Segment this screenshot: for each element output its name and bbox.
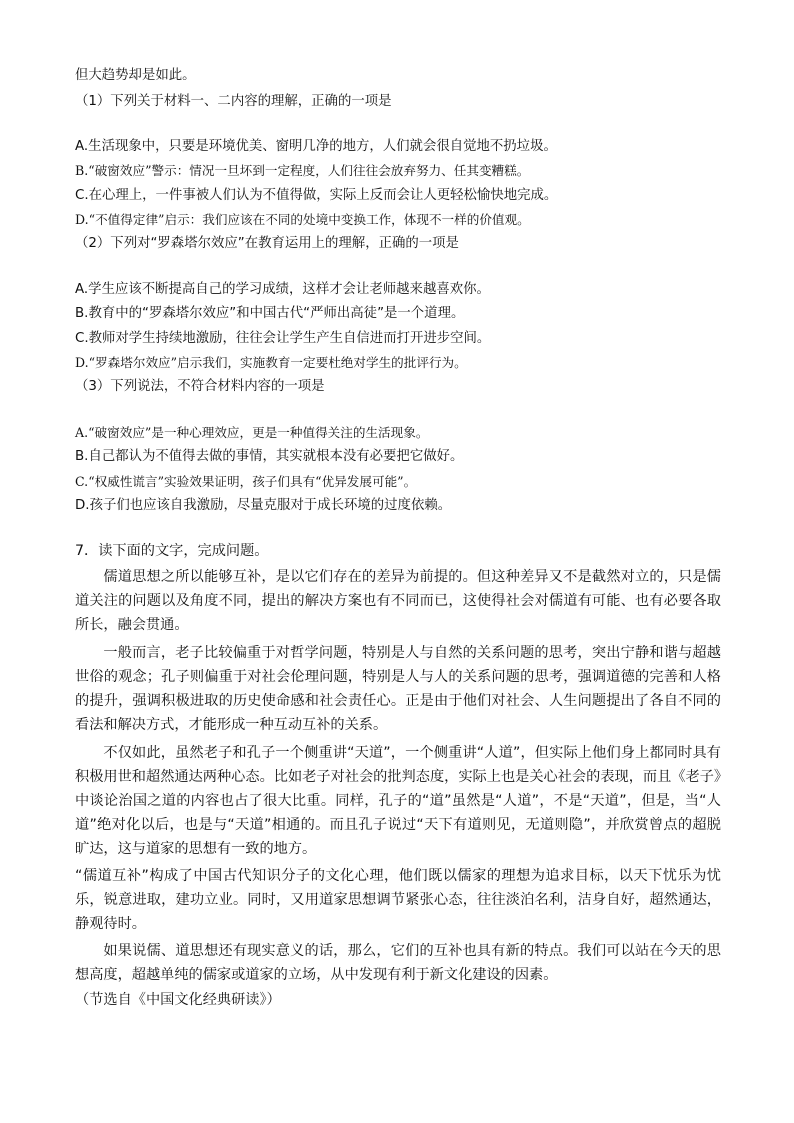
passage-paragraph-1: 儒道思想之所以能够互补，是以它们存在的差异为前提的。但这种差异又不是截然对立的，只是儒道关注的问题以及角度不同，提出的解决方案也有不同而已，这使得社会对儒道有可能、也有必要各取所长，融会贯通。 xyxy=(75,569,721,633)
passage-paragraph-5: 如果说儒、道思想还有现实意义的话，那么，它们的互补也具有新的特点。我们可以站在今天的思想高度，超越单纯的儒家或道家的立场，从中发现有利于新文化建设的因素。 xyxy=(75,943,721,983)
question-1-option-a: A.生活现象中，只要是环境优美、窗明几净的地方，人们就会很自觉地不扔垃圾。 xyxy=(75,139,557,154)
question-3-option-a: A.“破窗效应”是一种心理效应，更是一种值得关注的生活现象。 xyxy=(75,425,429,440)
question-3-option-d: D.孩子们也应该自我激励，尽量克服对于成长环境的过度依赖。 xyxy=(75,498,452,513)
passage-paragraph-2: 一般而言，老子比较偏重于对哲学问题，特别是人与自然的关系问题的思考，突出宁静和谐与超越世俗的观念；孔子则偏重于对社会伦理问题，特别是人与人的关系问题的思考，强调道德的完善和人格的提升，强调积极进取的历史使命感和社会责任心。正是由于他们对社会、人生问题提出了各自不同的看法和解决方式，才能形成一种互动互补的关系。 xyxy=(75,645,721,733)
passage-source: （节选自《中国文化经典研读》） xyxy=(75,992,281,1008)
question-3-option-b: B.自己都认为不值得去做的事情，其实就根本没有必要把它做好。 xyxy=(75,449,464,464)
question-1-option-c: C.在心理上，一件事被人们认为不值得做，实际上反而会让人更轻松愉快地完成。 xyxy=(75,188,558,203)
question-2-option-c: C.教师对学生持续地激励，往往会让学生产生自信进而打开进步空间。 xyxy=(75,331,491,346)
question-2-option-d: D.“罗森塔尔效应”启示我们，实施教育一定要杜绝对学生的批评行为。 xyxy=(75,355,467,370)
question-2-option-a: A.学生应该不断提高自己的学习成绩，这样才会让老师越来越喜欢你。 xyxy=(75,282,490,297)
question-2-option-b: B.教育中的“罗森塔尔效应”和中国古代“严师出高徒”是一个道理。 xyxy=(75,306,465,321)
question-3-stem: （3）下列说法，不符合材料内容的一项是 xyxy=(75,379,325,394)
question-3-option-c: C.“权威性谎言”实验效果证明，孩子们具有“优异发展可能”。 xyxy=(75,474,417,489)
question-1-option-b: B.“破窗效应”警示：情况一旦坏到一定程度，人们往往会放弃努力、任其变糟糕。 xyxy=(75,163,530,178)
passage-paragraph-4: “儒道互补”构成了中国古代知识分子的文化心理，他们既以儒家的理想为追求目标，以天下忧乐为忧乐，锐意进取，建功立业。同时，又用道家思想调节紧张心态，往往淡泊名利，洁身自好，超然通达，静观待时。 xyxy=(75,868,721,932)
continuation-line: 但大趋势却是如此。 xyxy=(75,68,196,83)
question-1-option-d: D.“不值得定律”启示：我们应该在不同的处境中变换工作，体现不一样的价值观。 xyxy=(75,212,530,227)
question-2-stem: （2）下列对“罗森塔尔效应”在教育运用上的理解，正确的一项是 xyxy=(75,236,459,251)
question-7-heading: 7．读下面的文字，完成问题。 xyxy=(75,543,269,559)
question-1-stem: （1）下列关于材料一、二内容的理解，正确的一项是 xyxy=(75,94,392,109)
passage-paragraph-3: 不仅如此，虽然老子和孔子一个侧重讲“天道”，一个侧重讲“人道”，但实际上他们身上都同时具有积极用世和超然通达两种心态。比如老子对社会的批判态度，实际上也是关心社会的表现，而且《老子》中谈论治国之道的内容也占了很大比重。同样，孔子的“道”虽然是“人道”，不是“天道”，但是，当“人道”绝对化以后，也是与“天道”相通的。而且孔子说过“天下有道则见，无道则隐”，并欣赏曾点的超脱旷达，这与道家的思想有一致的地方。 xyxy=(75,745,721,857)
